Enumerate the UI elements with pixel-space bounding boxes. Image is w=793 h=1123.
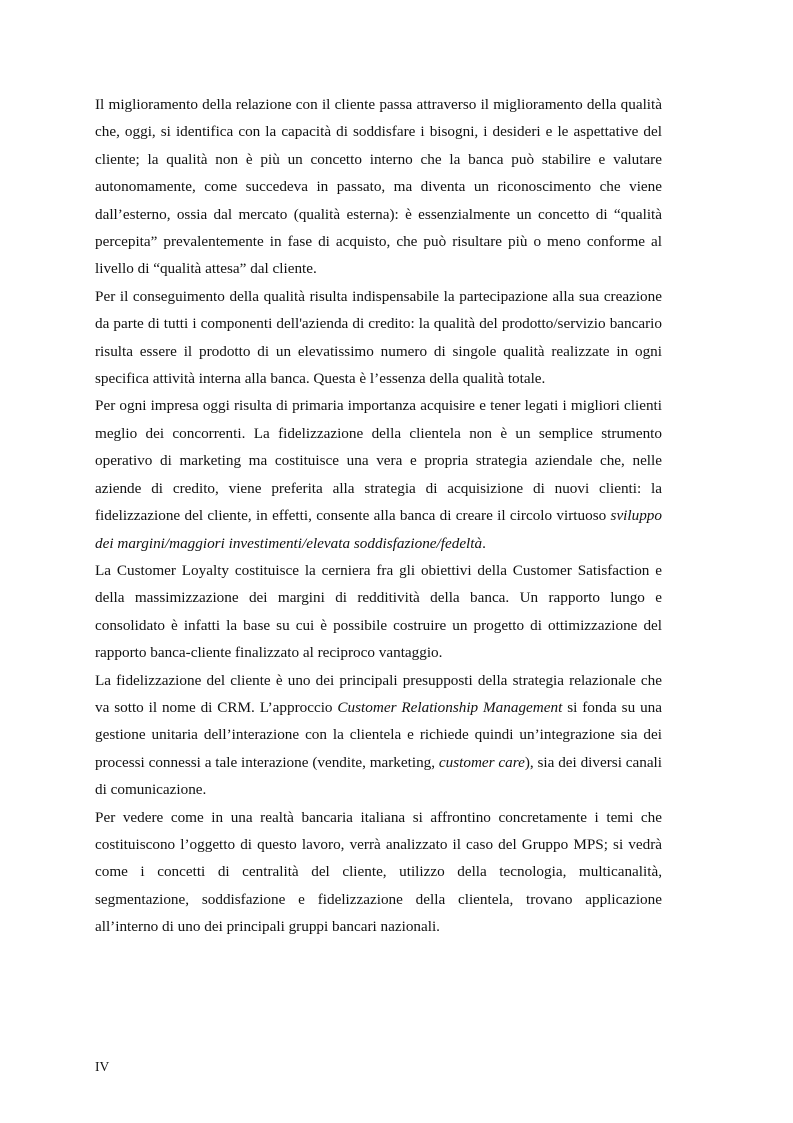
italic-phrase: sviluppo dei margini/maggiori investimenti/elevata soddisfazione/fedeltà [95, 507, 662, 552]
paragraph-text: Per vedere come in una realtà bancaria italiana si affrontino concretamente i temi che costituiscono l’oggetto di questo lavoro, verrà analizzato il caso del Gruppo MPS; si vedrà come i concetti di centralità del cliente, utilizzo della tecnologia, multicanalità, segmentazione, soddisfazione e fidelizzazione della clientela, trovano applicazione all’interno di uno dei principali gruppi bancari nazionali. [95, 808, 662, 936]
paragraph-text: Per il conseguimento della qualità risulta indispensabile la partecipazione alla sua creazione da parte di tutti i componenti dell'azienda di credito: la qualità del prodotto/servizio bancario risulta essere il prodotto di un elevatissimo numero di singole qualità realizzate in ogni specifica attività interna alla banca. Questa è l’essenza della qualità totale. [95, 287, 662, 388]
paragraph-text: . [482, 534, 486, 552]
italic-phrase: customer care [438, 753, 525, 771]
paragraph-text: Per ogni impresa oggi risulta di primaria importanza acquisire e tener legati i migliori clienti meglio dei concorrenti. La fidelizzazione della clientela non è un semplice strumento operativo di marketing ma costituisce una vera e propria strategia aziendale che, nelle aziende di credito, viene preferita alla strategia di acquisizione di nuovi clienti: la fidelizzazione del cliente, in effetti, consente alla banca di creare il circolo virtuoso [95, 397, 662, 525]
page-number: IV [95, 1059, 110, 1074]
paragraph-text: ), sia dei diversi canali di comunicazione. [95, 753, 662, 799]
paragraph [95, 91, 662, 283]
paragraph-text: La Customer Loyalty costituisce la cerniera fra gli obiettivi della Customer Satisfaction e della massimizzazione dei margini di redditività della banca. Un rapporto lungo e consolidato è infatti la base su cui è possibile costruire un progetto di ottimizzazione del rapporto banca-cliente finalizzato al reciproco vantaggio. [95, 561, 662, 662]
paragraph [95, 283, 662, 393]
paragraph-text: si fonda su una gestione unitaria dell’interazione con la clientela e richiede quindi un’integrazione sia dei processi connessi a tale interazione (vendite, marketing, [95, 698, 662, 771]
paragraph [95, 667, 662, 804]
paragraph [95, 392, 662, 556]
paragraph [95, 557, 662, 667]
body-text [95, 91, 662, 941]
paragraph-text: Il miglioramento della relazione con il cliente passa attraverso il miglioramento della qualità che, oggi, si identifica con la capacità di soddisfare i bisogni, i desideri e le aspettative del cliente; la qualità non è più un concetto interno che la banca può stabilire e valutare autonomamente, come succedeva in passato, ma diventa un riconoscimento che viene dall’esterno, ossia dal mercato (qualità esterna): è essenzialmente un concetto di “qualità percepita” prevalentemente in fase di acquisto, che può risultare più o meno conforme al livello di “qualità attesa” dal cliente. [95, 96, 662, 278]
paragraph-text: La fidelizzazione del cliente è uno dei principali presupposti della strategia relazionale che va sotto il nome di CRM. L’approccio [95, 671, 662, 716]
paragraph [95, 804, 662, 941]
italic-phrase: Customer Relationship Management [337, 698, 563, 716]
